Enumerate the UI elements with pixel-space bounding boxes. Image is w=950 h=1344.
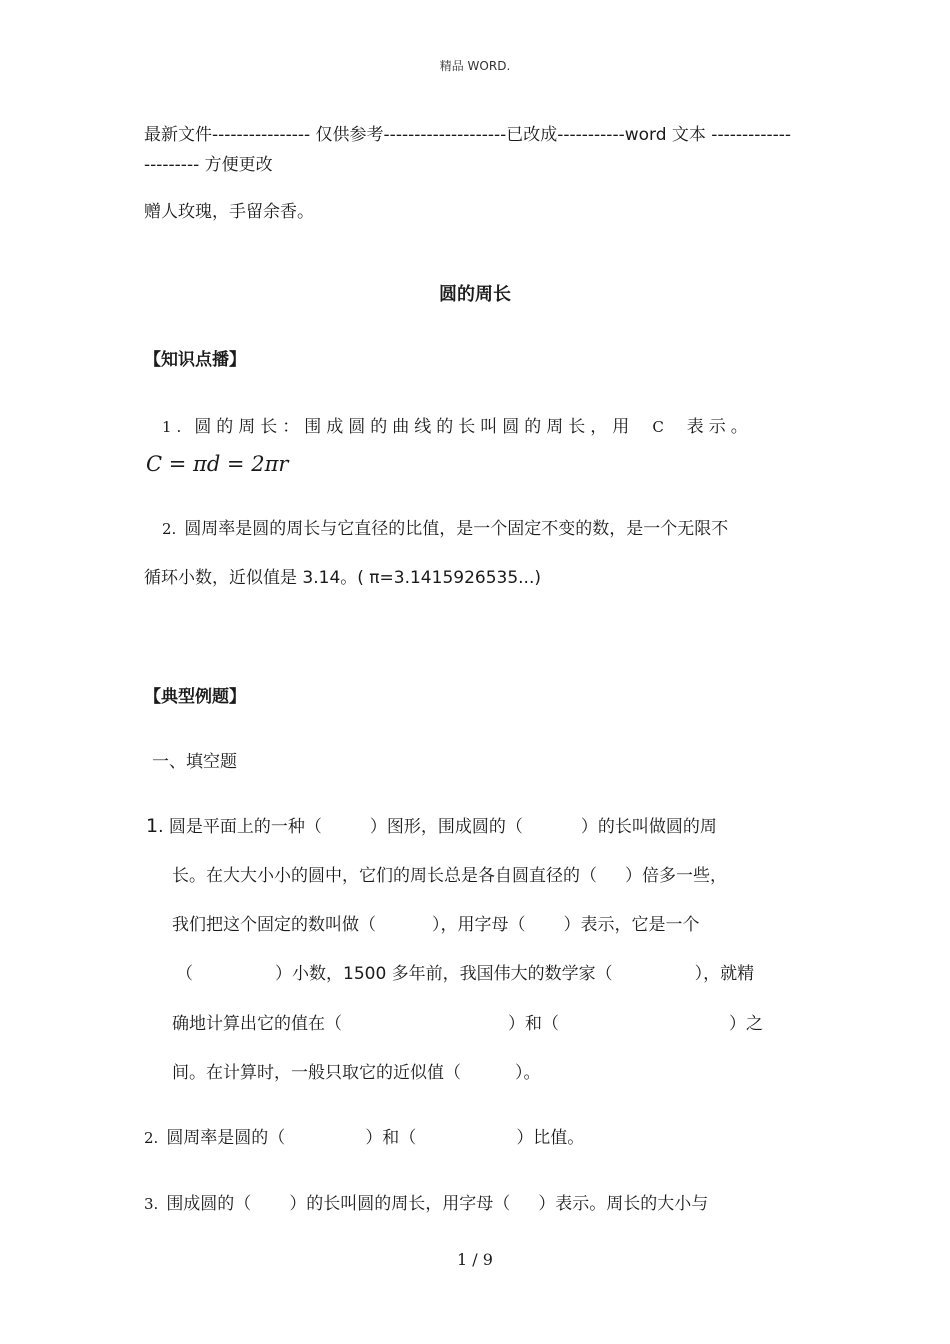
question-number: 3. [144,1195,159,1213]
question-2: 2. 圆周率是圆的（ ）和（ ）比值。 [144,1128,585,1148]
notice-line-3: 赠人玫瑰，手留余香。 [144,202,314,222]
item-text-end: 表示。 [686,417,753,437]
question-1-line-1: 1. 圆是平面上的一种（ ）图形，围成圆的（ ）的长叫做圆的周 [146,815,717,837]
circumference-formula: C = πd = 2πr [146,452,289,476]
question-number: 1 [146,815,159,837]
symbol-c: C [652,418,669,436]
page-number: 1 / 9 [457,1250,493,1269]
question-number: 2. [144,1129,159,1147]
notice-line-1: 最新文件---------------- 仅供参考--------------------已改成-----------word 文本 ------------- [144,125,792,145]
item-text: 圆周率是圆的周长与它直径的比值，是一个固定不变的数，是一个无限不 [184,519,729,539]
knowledge-item-1 [162,412,753,437]
question-3: 3. 围成圆的（ ）的长叫圆的周长，用字母（ ）表示。周长的大小与 [144,1194,709,1214]
examples-heading: 【典型例题】 [144,687,246,707]
page-header: 精品 WORD. [439,59,511,73]
question-1-line-2: 长。在大大小小的圆中，它们的周长总是各自圆直径的（ ）倍多一些， [172,866,727,886]
item-text: 圆的周长：围成圆的曲线的长叫圆的周长，用 [194,417,635,437]
knowledge-heading: 【知识点播】 [144,350,246,370]
item-number: 1. [162,418,187,436]
item-number: 2. [162,520,177,538]
question-1-line-6: 间。在计算时，一般只取它的近似值（ ）。 [172,1063,541,1083]
document-title: 圆的周长 [439,284,511,305]
question-1-line-4: （ ）小数，1500 多年前，我国伟大的数学家（ ），就精 [176,964,755,984]
notice-line-2: --------- 方便更改 [144,155,273,175]
fill-in-heading: 一、填空题 [152,752,237,772]
knowledge-item-2-cont: 循环小数，近似值是 3.14。( π=3.1415926535...) [144,568,541,588]
knowledge-item-2 [162,514,728,539]
question-1-line-5: 确地计算出它的值在（ ）和（ ）之 [172,1014,763,1034]
question-1-line-3: 我们把这个固定的数叫做（ ），用字母（ ）表示，它是一个 [172,915,700,935]
